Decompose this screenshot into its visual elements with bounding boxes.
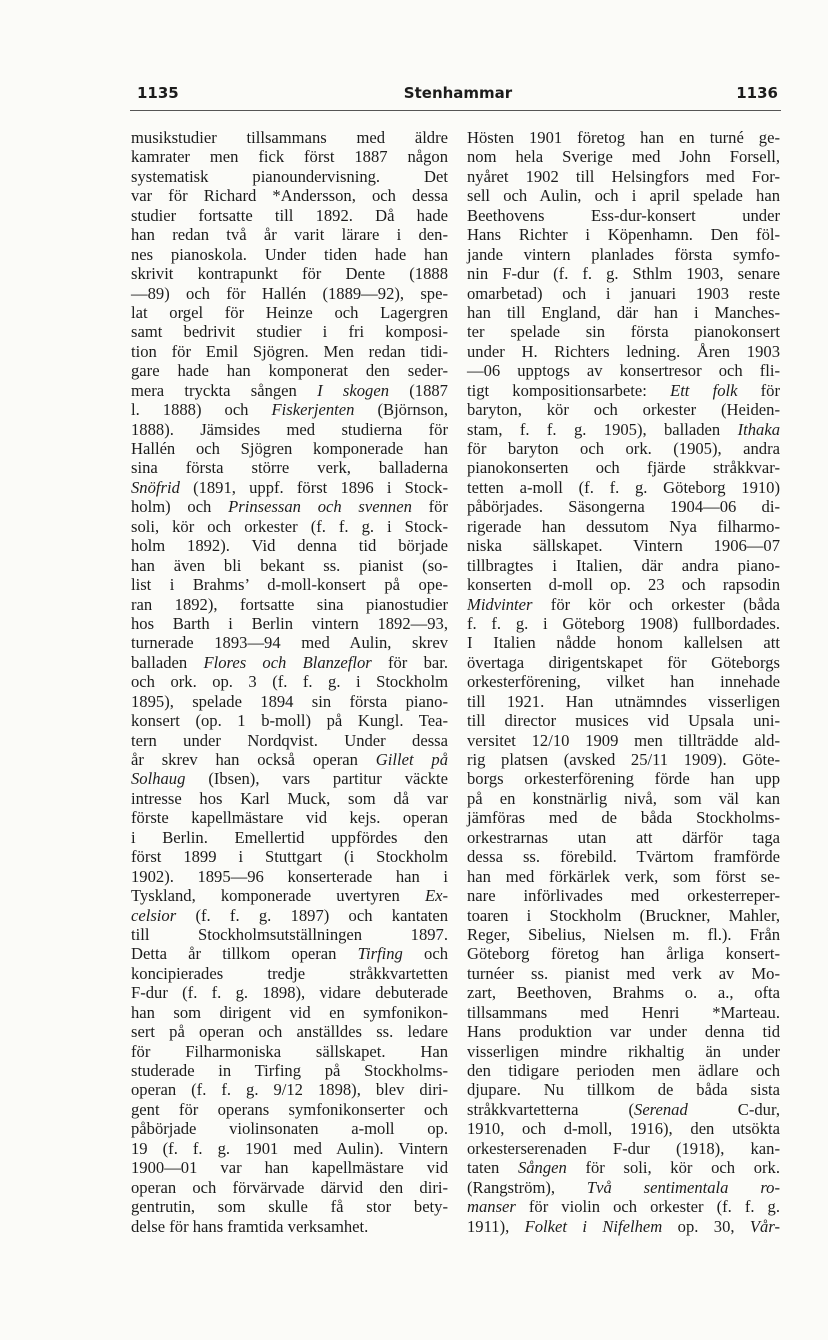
- text-line: [467, 1178, 780, 1197]
- running-title: Stenhammar: [403, 84, 513, 102]
- text-line: [131, 186, 448, 205]
- italic-title: Solhaug: [131, 769, 186, 789]
- text-line: [467, 789, 780, 808]
- text-run: 1895), spelade 1894 sin första piano-: [131, 691, 448, 711]
- text-run: övertaga dirigentskapet för Göteborgs: [467, 652, 780, 672]
- text-line: [467, 1100, 780, 1119]
- text-line: [467, 1042, 780, 1061]
- text-run: borgs orkesterförening förde han upp: [467, 769, 780, 789]
- text-run: dessa ss. förebild. Tvärtom framförde: [467, 847, 780, 867]
- text-line: [467, 128, 780, 147]
- text-run: taten: [467, 1158, 518, 1178]
- text-run: för baryton och ork. (1905), andra: [467, 439, 780, 458]
- text-line: [467, 303, 780, 322]
- italic-title: manser: [467, 1197, 516, 1217]
- text-run: orkestrarnas utan att därför taga: [467, 827, 780, 847]
- text-line: [467, 517, 780, 536]
- text-run: Hallén och Sjögren komponerade han: [131, 439, 448, 458]
- text-line: [131, 847, 448, 866]
- text-line: [131, 964, 448, 983]
- text-line: [131, 1158, 448, 1177]
- text-run: Beethovens Ess-dur-konsert under: [467, 205, 780, 225]
- text-run: och: [402, 944, 449, 964]
- text-run: visserligen mindre rikhaltig än under: [467, 1041, 780, 1061]
- text-line: [467, 964, 780, 983]
- text-run: på en konstnärlig nivå, som väl kan: [467, 788, 780, 808]
- text-line: [131, 147, 448, 166]
- text-line: [131, 1139, 448, 1158]
- text-line: [131, 906, 448, 925]
- text-run: nom hela Sverige med John Forsell,: [467, 147, 780, 167]
- text-line: [467, 1139, 780, 1158]
- text-line: [467, 828, 780, 847]
- italic-title: Snöfrid: [131, 477, 180, 497]
- text-line: [131, 1042, 448, 1061]
- text-run: Reger, Sibelius, Nielsen m. fl.). Från: [467, 924, 780, 944]
- text-run: turnerade 1893—94 med Aulin, skrev: [131, 633, 448, 653]
- text-run: 19 (f. f. g. 1901 med Aulin). Vintern: [131, 1138, 448, 1158]
- text-run: gentrutin, som skulle få stor bety-: [131, 1197, 448, 1217]
- text-run: Tyskland, komponerade uvertyren: [131, 886, 425, 906]
- text-line: [131, 925, 448, 944]
- text-run: —06 upptogs av konsertresor och fli-: [467, 361, 780, 381]
- text-run: i Berlin. Emellertid uppfördes den: [131, 827, 448, 847]
- text-run: turnéer ss. pianist med verk av Mo-: [467, 963, 780, 983]
- text-run: han redan två år varit lärare i den-: [131, 225, 448, 245]
- text-line: [467, 886, 780, 905]
- text-line: [131, 517, 448, 536]
- text-line: [467, 672, 780, 691]
- text-line: [467, 342, 780, 361]
- text-run: påbörjade violinsonaten a-moll op.: [131, 1119, 448, 1139]
- text-run: pianokonserten och fjärde stråkkvar-: [467, 458, 780, 478]
- text-run: sell och Aulin, och i april spelade han: [467, 186, 780, 206]
- text-line: [467, 1022, 780, 1041]
- text-run: skrivit kontrapunkt för Dente (1888: [131, 264, 448, 284]
- text-line: [131, 439, 448, 458]
- text-run: 1910, och d-moll, 1916), den utsökta: [467, 1119, 780, 1139]
- text-line: [467, 284, 780, 303]
- text-run: orkesterserenaden F-dur (1918), kan-: [467, 1138, 780, 1158]
- italic-title: Flores och Blanzeflor: [203, 652, 372, 672]
- header-rule: [130, 110, 781, 111]
- text-run: han till England, där han i Manches-: [467, 302, 780, 322]
- text-run: tillbragtes i Italien, där andra piano-: [467, 555, 780, 575]
- text-line: [131, 1022, 448, 1041]
- italic-title: Midvinter: [467, 594, 533, 614]
- italic-title: Ithaka: [737, 419, 780, 439]
- text-run: op. 30,: [662, 1216, 750, 1236]
- text-line: [467, 167, 780, 186]
- text-line: [467, 711, 780, 730]
- text-run: förste kapellmästare vid kejs. operan: [131, 808, 448, 828]
- text-line: [467, 1003, 780, 1022]
- text-line: [131, 1003, 448, 1022]
- text-run: hos Barth i Berlin vintern 1892—93,: [131, 613, 448, 633]
- text-run: stråkkvartetterna (: [467, 1099, 635, 1119]
- text-run: nes pianoskola. Under tiden hade han: [131, 244, 448, 264]
- text-line: [467, 595, 780, 614]
- text-line: [467, 847, 780, 866]
- text-line: [467, 692, 780, 711]
- text-run: balladen: [131, 652, 204, 672]
- text-run: han även bli bekant ss. pianist (so-: [131, 555, 448, 575]
- text-line: [131, 128, 448, 147]
- text-line: [467, 497, 780, 516]
- text-line: [467, 536, 780, 555]
- text-line: [131, 711, 448, 730]
- text-run: (f. f. g. 1897) och kantaten: [176, 905, 448, 925]
- text-line: [131, 983, 448, 1002]
- text-line: [467, 867, 780, 886]
- text-run: holm) och: [131, 497, 229, 517]
- text-line: [467, 1217, 780, 1236]
- text-run: konsert (op. 1 b-moll) på Kungl. Tea-: [131, 711, 448, 731]
- text-line: [131, 1119, 448, 1138]
- text-run: soli, kör och orkester (f. f. g. i Stock-: [131, 516, 448, 536]
- text-run: l. 1888) och: [131, 400, 272, 420]
- text-line: [131, 1100, 448, 1119]
- text-line: [467, 439, 780, 458]
- text-run: gare hade han komponerat den seder-: [131, 361, 448, 381]
- text-run: I Italien nådde honom kallelsen att: [467, 633, 780, 653]
- page-number-left: 1135: [137, 84, 179, 102]
- text-line: [131, 420, 448, 439]
- text-run: för soli, kör och ork.: [566, 1158, 781, 1178]
- text-line: [131, 264, 448, 283]
- text-run: tillsammans med Henri *Marteau.: [467, 1002, 780, 1022]
- text-run: först 1899 i Stuttgart (i Stockholm: [131, 847, 448, 867]
- text-run: delse för hans framtida verksamhet.: [131, 1216, 369, 1236]
- text-run: till director musices vid Upsala uni-: [467, 711, 780, 731]
- text-run: påbörjades. Säsongerna 1904—06 di-: [467, 497, 780, 517]
- text-run: zart, Beethoven, Brahms o. a., ofta: [467, 983, 780, 1003]
- text-line: [131, 536, 448, 555]
- text-line: [467, 264, 780, 283]
- text-run: (Ibsen), vars partitur väckte: [185, 769, 448, 789]
- text-run: 1888). Jämsides med studierna för: [131, 419, 448, 439]
- page-number-right: 1136: [736, 84, 778, 102]
- text-run: för: [411, 497, 448, 517]
- text-line: [467, 614, 780, 633]
- text-line: [131, 633, 448, 652]
- text-run: musikstudier tillsammans med äldre: [131, 128, 448, 147]
- text-line: [131, 245, 448, 264]
- text-run: nin F-dur (f. f. g. Sthlm 1903, senare: [467, 264, 780, 284]
- text-line: [131, 322, 448, 341]
- left-column: [131, 128, 448, 1236]
- text-run: orkesterförening, vilket han innehade: [467, 672, 780, 692]
- text-run: Göteborg företog han årliga konsert-: [467, 944, 780, 964]
- text-line: [467, 808, 780, 827]
- text-run: list i Brahms’ d-moll-konsert på ope-: [131, 575, 448, 595]
- text-run: tern under Nordqvist. Under dessa: [131, 730, 448, 750]
- italic-title: celsior: [131, 905, 177, 925]
- text-line: [131, 867, 448, 886]
- italic-title: Ett folk: [670, 380, 738, 400]
- text-line: [467, 361, 780, 380]
- text-line: [467, 556, 780, 575]
- text-run: ran 1892), fortsatte sina pianostudier: [131, 594, 448, 614]
- text-line: [131, 1178, 448, 1197]
- text-run: holm 1892). Vid denna tid började: [131, 536, 448, 556]
- text-line: [467, 925, 780, 944]
- text-line: [467, 1080, 780, 1099]
- text-line: [131, 769, 448, 788]
- text-run: till Stockholmsutställningen 1897.: [131, 924, 448, 944]
- text-run: till 1921. Han utnämndes visserligen: [467, 691, 780, 711]
- text-run: baryton, kör och orkester (Heiden-: [467, 400, 780, 420]
- text-run: 1902). 1895—96 konserterade han i: [131, 866, 448, 886]
- text-line: [131, 1217, 448, 1236]
- text-line: [467, 322, 780, 341]
- text-run: operan (f. f. g. 9/12 1898), blev diri-: [131, 1080, 448, 1100]
- text-run: konserten d-moll op. 23 och rapsodin: [467, 575, 780, 595]
- text-run: för: [737, 380, 781, 400]
- text-line: [467, 906, 780, 925]
- text-run: 1911),: [467, 1216, 525, 1236]
- text-line: [131, 731, 448, 750]
- text-line: [131, 653, 448, 672]
- text-run: den tidigare perioden men ädlare och: [467, 1061, 780, 1080]
- text-run: för violin och orkester (f. f. g.: [515, 1197, 780, 1217]
- text-run: (Rangström),: [467, 1177, 587, 1197]
- text-line: [131, 497, 448, 516]
- text-line: [467, 245, 780, 264]
- text-line: [131, 944, 448, 963]
- text-run: (Björnson,: [354, 400, 448, 420]
- text-run: samt bedrivit studier i fri komposi-: [131, 322, 448, 342]
- text-line: [131, 828, 448, 847]
- italic-title: I skogen: [317, 380, 389, 400]
- text-line: [467, 206, 780, 225]
- text-run: år skrev han också operan: [131, 750, 376, 769]
- text-run: C-dur,: [687, 1099, 780, 1119]
- text-line: [131, 692, 448, 711]
- text-line: [467, 653, 780, 672]
- text-line: [131, 750, 448, 769]
- text-run: jande vintern planlades första symfo-: [467, 244, 780, 264]
- text-line: [131, 225, 448, 244]
- italic-title: Sången: [517, 1158, 567, 1178]
- text-run: Hans Richter i Köpenhamn. Den föl-: [467, 225, 780, 245]
- text-run: ter spelade sin första pianokonsert: [467, 322, 780, 342]
- text-run: koncipierades tredje stråkkvartetten: [131, 963, 448, 983]
- text-run: djupare. Nu tillkom de båda sista: [467, 1080, 780, 1100]
- text-run: mera tryckta sången: [131, 380, 318, 400]
- text-run: var för Richard *Andersson, och dessa: [131, 186, 448, 206]
- text-run: operan och förvärvade därvid den diri-: [131, 1177, 448, 1197]
- text-run: sert på operan och anställdes ss. ledare: [131, 1022, 448, 1042]
- italic-title: Serenad: [634, 1099, 688, 1119]
- text-run: 1900—01 var han kapellmästare vid: [131, 1158, 448, 1178]
- text-line: [467, 420, 780, 439]
- text-run: sina första större verk, balladerna: [131, 458, 448, 478]
- text-run: för Filharmoniska sällskapet. Han: [131, 1041, 448, 1061]
- text-line: [131, 556, 448, 575]
- italic-title: Fiskerjenten: [271, 400, 355, 420]
- text-line: [467, 1197, 780, 1216]
- text-line: [131, 1061, 448, 1080]
- text-line: [467, 575, 780, 594]
- text-line: [131, 595, 448, 614]
- text-line: [467, 1158, 780, 1177]
- text-line: [131, 478, 448, 497]
- text-line: [467, 769, 780, 788]
- text-line: [131, 206, 448, 225]
- text-line: [467, 750, 780, 769]
- text-run: intresse hos Karl Muck, som då var: [131, 788, 448, 808]
- text-line: [467, 944, 780, 963]
- italic-title: Gillet på: [375, 750, 448, 769]
- text-run: under H. Richters ledning. Åren 1903: [467, 341, 780, 361]
- text-line: [467, 381, 780, 400]
- text-run: f. f. g. i Göteborg 1908) fullbordades.: [467, 613, 780, 633]
- text-line: [131, 303, 448, 322]
- text-run: rigerade han dessutom Nya filharmo-: [467, 516, 780, 536]
- text-run: lat orgel för Heinze och Lagergren: [131, 302, 448, 322]
- text-run: studier fortsatte till 1892. Då hade: [131, 205, 448, 225]
- text-line: [131, 575, 448, 594]
- text-line: [131, 672, 448, 691]
- text-run: gent för operans symfonikonserter och: [131, 1099, 448, 1119]
- text-run: tigt kompositionsarbete:: [467, 380, 671, 400]
- text-line: [467, 147, 780, 166]
- italic-title: Tirfing: [357, 944, 403, 964]
- text-run: Detta år tillkom operan: [131, 944, 358, 964]
- text-line: [467, 225, 780, 244]
- text-run: jämföras med de båda Stockholms-: [467, 808, 780, 828]
- text-run: systematisk pianoundervisning. Det: [131, 166, 448, 186]
- text-line: [467, 633, 780, 652]
- text-line: [131, 1080, 448, 1099]
- text-run: omarbetad) och i januari 1903 reste: [467, 283, 780, 303]
- text-run: (1891, uppf. först 1896 i Stock-: [179, 477, 448, 497]
- text-line: [467, 458, 780, 477]
- text-run: rig platsen (avsked 25/11 1909). Göte-: [467, 750, 780, 769]
- text-run: Hans produktion var under denna tid: [467, 1022, 780, 1042]
- text-line: [467, 1061, 780, 1080]
- text-line: [131, 361, 448, 380]
- italic-title: Folket i Nifelhem: [524, 1216, 663, 1236]
- text-line: [131, 789, 448, 808]
- text-run: versitet 12/10 1909 men tillträdde ald-: [467, 730, 780, 750]
- text-line: [467, 186, 780, 205]
- italic-title: Vår-: [749, 1216, 780, 1236]
- text-run: studerade in Tirfing på Stockholms-: [131, 1061, 448, 1080]
- text-line: [131, 458, 448, 477]
- text-line: [131, 342, 448, 361]
- text-line: [131, 614, 448, 633]
- text-line: [131, 381, 448, 400]
- text-run: (1887: [389, 380, 448, 400]
- text-run: niska sällskapet. Vintern 1906—07: [467, 536, 780, 556]
- text-line: [467, 400, 780, 419]
- text-line: [467, 731, 780, 750]
- text-line: [131, 167, 448, 186]
- text-run: —89) och för Hallén (1889—92), spe-: [131, 283, 448, 303]
- text-run: han med förkärlek verk, som först se-: [467, 866, 780, 886]
- text-line: [131, 284, 448, 303]
- text-line: [467, 478, 780, 497]
- text-line: [131, 400, 448, 419]
- text-line: [131, 1197, 448, 1216]
- text-run: toaren i Stockholm (Bruckner, Mahler,: [467, 905, 780, 925]
- text-line: [467, 983, 780, 1002]
- text-line: [131, 808, 448, 827]
- text-line: [131, 886, 448, 905]
- text-run: han som dirigent vid en symfonikon-: [131, 1002, 448, 1022]
- text-run: tetten a-moll (f. f. g. Göteborg 1910): [467, 477, 780, 497]
- italic-title: Två sentimentala ro-: [586, 1177, 780, 1197]
- text-run: Hösten 1901 företog han en turné ge-: [467, 128, 780, 147]
- italic-title: Ex-: [424, 886, 448, 906]
- text-run: nare införlivades med orkesterreper-: [467, 886, 780, 906]
- text-run: för kör och orkester (båda: [532, 594, 780, 614]
- italic-title: Prinsessan och svennen: [228, 497, 412, 517]
- text-run: stam, f. f. g. 1905), balladen: [467, 419, 738, 439]
- text-run: tion för Emil Sjögren. Men redan tidi-: [131, 341, 448, 361]
- text-run: för bar.: [371, 652, 448, 672]
- right-column: [467, 128, 780, 1236]
- text-run: F-dur (f. f. g. 1898), vidare debuterade: [131, 983, 448, 1003]
- text-line: [467, 1119, 780, 1138]
- text-run: kamrater men fick först 1887 någon: [131, 147, 448, 167]
- text-run: nyåret 1902 till Helsingfors med For-: [467, 166, 780, 186]
- text-run: och ork. op. 3 (f. f. g. i Stockholm: [131, 672, 448, 692]
